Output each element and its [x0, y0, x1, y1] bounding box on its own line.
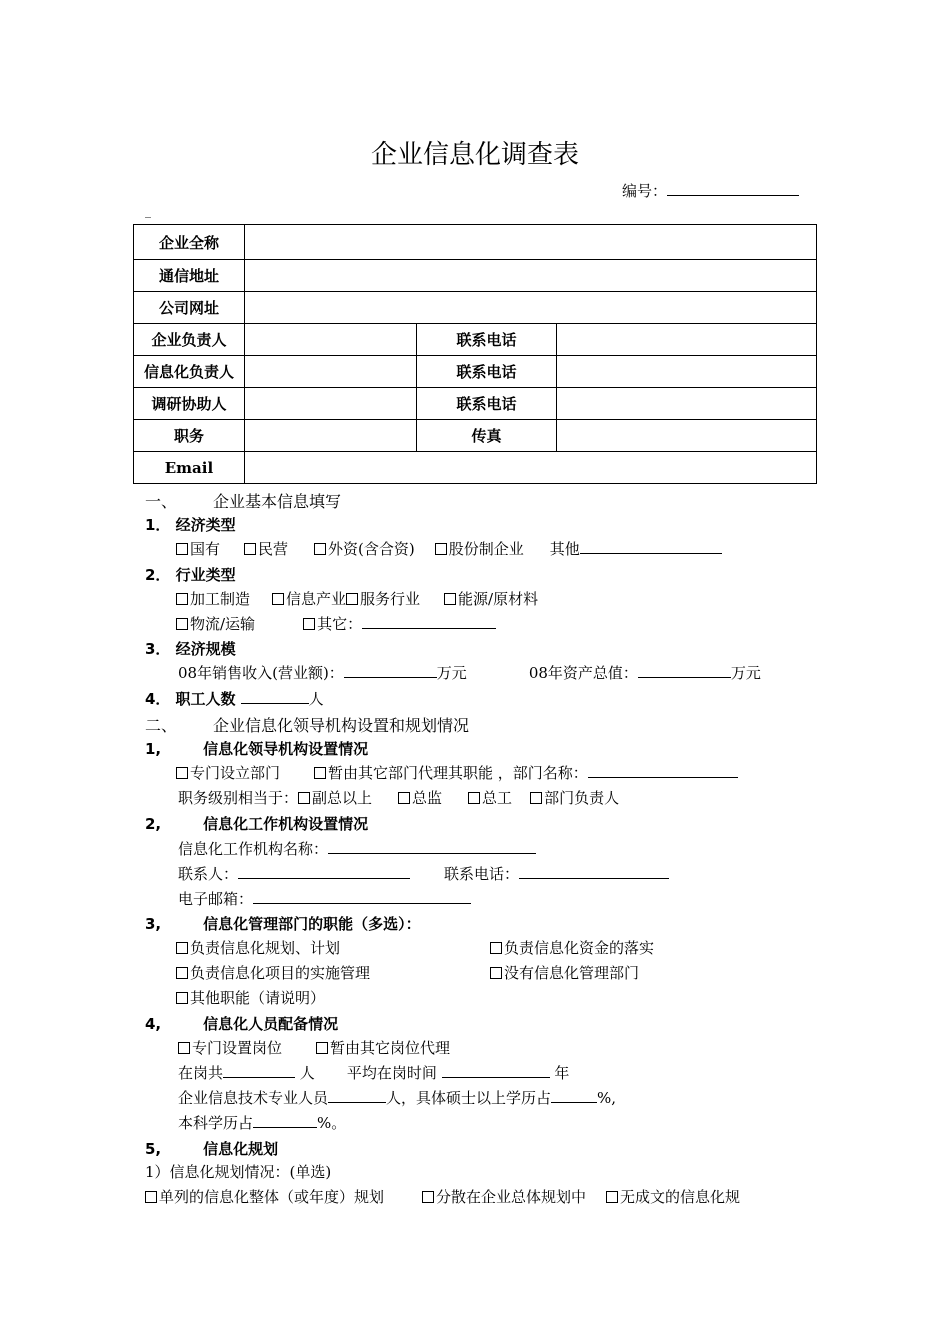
- assets-label: 08年资产总值：: [528, 664, 638, 682]
- head-cell[interactable]: [244, 324, 416, 356]
- label-phone-2: 联系电话: [416, 356, 557, 388]
- option-label: 负责信息化项目的实施管理: [190, 964, 371, 982]
- option-foreign[interactable]: [314, 540, 415, 558]
- checkbox-icon[interactable]: [490, 942, 502, 954]
- employees-unit: 人: [308, 690, 324, 708]
- planning-options: [145, 1186, 740, 1207]
- label-head: 企业负责人: [134, 324, 245, 356]
- q2-5-num: 5,: [145, 1140, 162, 1158]
- checkbox-icon[interactable]: [178, 1042, 190, 1054]
- q1-3-heading: [145, 638, 236, 659]
- q2-4-heading: [145, 1013, 338, 1034]
- checkbox-icon[interactable]: [176, 543, 188, 555]
- checkbox-icon[interactable]: [398, 792, 410, 804]
- section-2-heading: [145, 713, 469, 736]
- option-label: 负责信息化规划、计划: [190, 939, 341, 957]
- label-fax: 传真: [416, 420, 557, 452]
- q1-4-title: 职工人数: [175, 690, 236, 708]
- serial-number-field[interactable]: [622, 180, 799, 201]
- page-title: 企业信息化调查表: [370, 140, 579, 170]
- checkbox-icon[interactable]: [316, 1042, 328, 1054]
- option-planning[interactable]: [176, 937, 340, 958]
- assets-input-line[interactable]: [638, 663, 731, 678]
- q2-1-num: 1,: [145, 740, 162, 758]
- option-label: 外资(含合资): [328, 540, 415, 558]
- fax-cell[interactable]: [557, 420, 817, 452]
- label-full-name: 企业全称: [134, 225, 245, 260]
- checkbox-icon[interactable]: [176, 767, 188, 779]
- option-label: 分散在企业总体规划中: [436, 1188, 587, 1206]
- avg-time-label: 平均在岗时间: [346, 1064, 437, 1082]
- checkbox-icon[interactable]: [530, 792, 542, 804]
- sales-label: 08年销售收入(营业额)：: [178, 664, 344, 682]
- option-label: 加工制造: [190, 590, 251, 608]
- checkbox-icon[interactable]: [176, 618, 188, 630]
- sales-input-line[interactable]: [344, 663, 437, 678]
- year-unit: 年: [554, 1064, 570, 1082]
- q1-1-heading: [145, 514, 236, 535]
- checkbox-icon[interactable]: [176, 593, 188, 605]
- option-label: 暂由其它岗位代理: [330, 1039, 451, 1057]
- q2-1-title: 信息化领导机构设置情况: [203, 740, 369, 758]
- q2-2-heading: [145, 813, 368, 834]
- option-state-owned[interactable]: [176, 540, 220, 558]
- q2-2-title: 信息化工作机构设置情况: [203, 815, 369, 833]
- q1-3-title: 经济规模: [175, 640, 236, 658]
- bachelor-row: [178, 1112, 346, 1133]
- option-unwritten-plan[interactable]: [606, 1188, 740, 1206]
- full-name-cell[interactable]: [244, 225, 816, 260]
- q2-3-title: 信息化管理部门的职能（多选）：: [203, 915, 421, 933]
- address-cell[interactable]: [244, 260, 816, 292]
- phone-cell-3[interactable]: [557, 388, 817, 420]
- email-row: [178, 888, 471, 909]
- checkbox-icon[interactable]: [303, 618, 315, 630]
- leadership-options: [176, 762, 738, 783]
- contact-row: [178, 863, 669, 884]
- option-label: 国有: [190, 540, 221, 558]
- company-info-table: [133, 224, 817, 484]
- level-options: [178, 787, 619, 808]
- industry-options-row-2: [176, 613, 496, 634]
- q2-4-num: 4,: [145, 1015, 162, 1033]
- contact-label: 联系人：: [178, 865, 239, 883]
- phone-cell-2[interactable]: [557, 356, 817, 388]
- q1-3-num: 3．: [145, 640, 171, 658]
- q1-2-num: 2．: [145, 566, 171, 584]
- planning-subheading: 1）信息化规划情况：(单选): [145, 1163, 332, 1181]
- checkbox-icon[interactable]: [244, 543, 256, 555]
- section-2-title: 企业信息化领导机构设置和规划情况: [213, 716, 470, 735]
- option-label: 总监: [412, 789, 443, 807]
- option-label: 没有信息化管理部门: [504, 964, 640, 982]
- option-label: 专门设立部门: [190, 764, 281, 782]
- option-label: 专门设置岗位: [192, 1039, 283, 1057]
- option-proxy-post[interactable]: [316, 1039, 450, 1057]
- option-vp[interactable]: [298, 789, 372, 807]
- option-label: 单列的信息化整体（或年度）规划: [159, 1188, 385, 1206]
- bachelor-label: 本科学历占: [178, 1114, 254, 1132]
- pro-staff-line[interactable]: [328, 1088, 386, 1103]
- option-implementation[interactable]: [176, 962, 370, 983]
- option-services[interactable]: [346, 590, 420, 608]
- staff-count-row: [178, 1062, 569, 1083]
- section-1-number: 一、: [145, 492, 178, 511]
- q1-4-row: [145, 688, 324, 709]
- label-address: 通信地址: [134, 260, 245, 292]
- q1-1-title: 经济类型: [175, 516, 236, 534]
- q2-3-heading: [145, 913, 421, 934]
- q2-2-num: 2,: [145, 815, 162, 833]
- label-email: Email: [134, 452, 245, 484]
- section-1-title: 企业基本信息填写: [213, 492, 342, 511]
- option-standalone-plan[interactable]: [145, 1188, 384, 1206]
- masters-label: 人，具体硕士以上学历占: [386, 1089, 552, 1107]
- checkbox-icon[interactable]: [606, 1191, 618, 1203]
- option-label: 负责信息化资金的落实: [504, 939, 655, 957]
- option-label: 其他职能（请说明）: [190, 989, 326, 1007]
- other-label: 其他: [549, 540, 580, 558]
- phone-cell-1[interactable]: [557, 324, 817, 356]
- checkbox-icon[interactable]: [176, 967, 188, 979]
- option-label: 信息产业: [286, 590, 347, 608]
- option-no-dept[interactable]: [490, 962, 639, 983]
- q1-1-num: 1．: [145, 516, 171, 534]
- dept-name-line[interactable]: [588, 763, 738, 778]
- serial-label: 编号：: [622, 182, 668, 200]
- employees-input-line[interactable]: [241, 689, 309, 704]
- option-label: 暂由其它部门代理其职能 ，部门名称：: [328, 764, 588, 782]
- email-line[interactable]: [253, 889, 471, 904]
- org-name-row: [178, 838, 536, 859]
- org-name-line[interactable]: [328, 839, 536, 854]
- option-distributed-plan[interactable]: [422, 1188, 586, 1206]
- label-it-head: 信息化负责人: [134, 356, 245, 388]
- q2-5-title: 信息化规划: [203, 1140, 279, 1158]
- checkbox-icon[interactable]: [490, 967, 502, 979]
- checkbox-icon[interactable]: [435, 543, 447, 555]
- scale-row: [178, 662, 761, 683]
- checkbox-icon[interactable]: [346, 593, 358, 605]
- checkbox-icon[interactable]: [176, 992, 188, 1004]
- staff-label: 在岗共: [178, 1064, 224, 1082]
- contact-line[interactable]: [238, 864, 410, 879]
- label-position: 职务: [134, 420, 245, 452]
- checkbox-icon[interactable]: [314, 543, 326, 555]
- q2-5-heading: [145, 1138, 278, 1159]
- masters-line[interactable]: [551, 1088, 597, 1103]
- option-label: 服务行业: [360, 590, 421, 608]
- q1-2-heading: [145, 564, 236, 585]
- option-proxy-dept[interactable]: [314, 764, 588, 782]
- option-label: 其它：: [317, 615, 363, 633]
- option-label: 物流/运输: [190, 615, 256, 633]
- option-director[interactable]: [398, 789, 442, 807]
- contact-phone-line[interactable]: [519, 864, 669, 879]
- pro-staff-label: 企业信息技术专业人员: [178, 1089, 329, 1107]
- q2-4-title: 信息化人员配备情况: [203, 1015, 339, 1033]
- option-dept-head[interactable]: [530, 789, 619, 807]
- industry-options-row-1: [176, 588, 538, 609]
- other-industry-line[interactable]: [362, 614, 496, 629]
- label-phone-1: 联系电话: [416, 324, 557, 356]
- staff-unit: 人: [299, 1064, 315, 1082]
- option-label: 民营: [258, 540, 289, 558]
- avg-time-line[interactable]: [442, 1063, 550, 1078]
- label-assistant: 调研协助人: [134, 388, 245, 420]
- economic-type-options: [176, 538, 722, 559]
- option-joint-stock[interactable]: [435, 540, 524, 558]
- option-funding[interactable]: [490, 937, 654, 958]
- sales-unit: 万元: [436, 664, 467, 682]
- checkbox-icon[interactable]: [468, 792, 480, 804]
- q2-1-heading: [145, 738, 368, 759]
- masters-pct: %,: [597, 1089, 617, 1107]
- option-other[interactable]: [303, 615, 362, 633]
- option-energy[interactable]: [444, 590, 538, 608]
- bachelor-line[interactable]: [253, 1113, 317, 1128]
- label-phone-3: 联系电话: [416, 388, 557, 420]
- contact-phone-label: 联系电话：: [444, 865, 520, 883]
- checkbox-icon[interactable]: [176, 942, 188, 954]
- section-1-heading: [145, 489, 341, 512]
- q2-3-num: 3,: [145, 915, 162, 933]
- checkbox-icon[interactable]: [145, 1191, 157, 1203]
- website-cell[interactable]: [244, 292, 816, 324]
- checkbox-icon[interactable]: [444, 593, 456, 605]
- option-label: 副总以上: [312, 789, 373, 807]
- option-label: 总工: [482, 789, 513, 807]
- option-manufacturing[interactable]: [176, 590, 250, 608]
- label-website: 公司网址: [134, 292, 245, 324]
- top-dash: _: [145, 204, 151, 218]
- option-logistics[interactable]: [176, 615, 255, 633]
- option-label: 股份制企业: [448, 540, 524, 558]
- option-dedicated-dept[interactable]: [176, 764, 280, 782]
- section-2-number: 二、: [145, 716, 178, 735]
- level-label: 职务级别相当于：: [178, 789, 299, 807]
- q1-4-num: 4．: [145, 690, 171, 708]
- option-it-industry[interactable]: [272, 590, 346, 608]
- email-label: 电子邮箱：: [178, 890, 254, 908]
- staffing-options: [178, 1037, 450, 1058]
- staff-count-line[interactable]: [223, 1063, 295, 1078]
- option-other-functions[interactable]: [176, 987, 325, 1008]
- pro-staff-row: [178, 1087, 616, 1108]
- checkbox-icon[interactable]: [422, 1191, 434, 1203]
- option-label: 能源/原材料: [458, 590, 539, 608]
- checkbox-icon[interactable]: [298, 792, 310, 804]
- assistant-cell[interactable]: [244, 388, 416, 420]
- option-label: 无成文的信息化规: [620, 1188, 741, 1206]
- bachelor-pct: %。: [317, 1114, 347, 1132]
- option-chief-engineer[interactable]: [468, 789, 512, 807]
- it-head-cell[interactable]: [244, 356, 416, 388]
- q1-2-title: 行业类型: [175, 566, 236, 584]
- option-private[interactable]: [244, 540, 288, 558]
- serial-input-line[interactable]: [667, 181, 799, 196]
- position-cell[interactable]: [244, 420, 416, 452]
- checkbox-icon[interactable]: [272, 593, 284, 605]
- org-name-label: 信息化工作机构名称：: [178, 840, 329, 858]
- checkbox-icon[interactable]: [314, 767, 326, 779]
- email-cell[interactable]: [244, 452, 816, 484]
- other-input-line[interactable]: [580, 539, 722, 554]
- option-dedicated-post[interactable]: [178, 1039, 282, 1057]
- assets-unit: 万元: [730, 664, 761, 682]
- option-label: 部门负责人: [544, 789, 620, 807]
